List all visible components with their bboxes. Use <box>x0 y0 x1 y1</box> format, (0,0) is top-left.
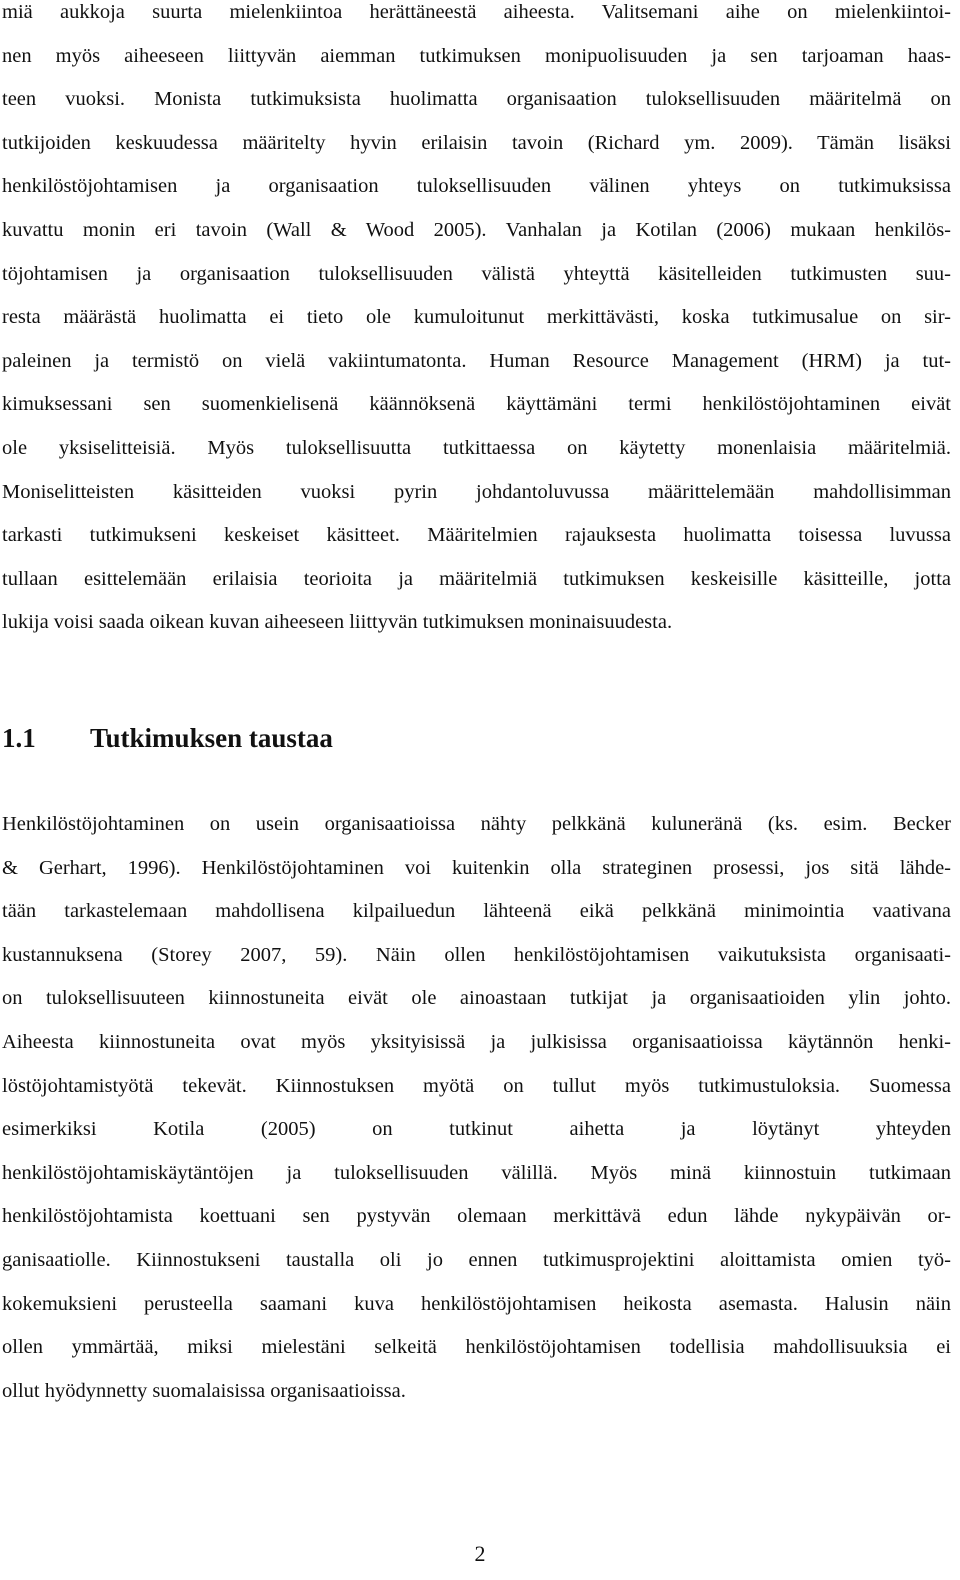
text-line: löstöjohtamistyötä tekevät. Kiinnostuksen myötä on tullut myös tutkimustuloksia. Suomessa <box>2 1074 951 1097</box>
text-line: tarkasti tutkimukseni keskeiset käsitteet. Määritelmien rajauksesta huolimatta toisessa luvussa <box>2 524 951 547</box>
section-heading <box>2 722 333 754</box>
text-line: henkilöstöjohtamista koettuani sen pystyvän olemaan merkittävä edun lähde nykypäivän or- <box>2 1205 951 1228</box>
text-line: töjohtamisen ja organisaation tuloksellisuuden välistä yhteyttä käsitelleiden tutkimusten suu- <box>2 262 951 285</box>
text-line: resta määrästä huolimatta ei tieto ole kumuloitunut merkittävästi, koska tutkimusalue on sir- <box>2 306 951 329</box>
text-line: kimuksessani sen suomenkielisenä käännöksenä käyttämäni termi henkilöstöjohtaminen eivät <box>2 393 951 416</box>
text-line: Henkilöstöjohtaminen on usein organisaatioissa nähty pelkkänä kuluneränä (ks. esim. Becker <box>2 813 951 835</box>
text-line: tään tarkastelemaan mahdollisena kilpailuedun lähteenä eikä pelkkänä minimointia vaativana <box>2 900 951 923</box>
text-line: esimerkiksi Kotila (2005) on tutkinut aihetta ja löytänyt yhteyden <box>2 1118 951 1141</box>
text-line: ollen ymmärtää, miksi mielestäni selkeitä henkilöstöjohtamisen todellisia mahdollisuuksia ei <box>2 1336 951 1359</box>
text-line: teen vuoksi. Monista tutkimuksista huolimatta organisaation tuloksellisuuden määritelmä on <box>2 88 951 111</box>
page-number: 2 <box>474 1541 486 1566</box>
text-line: lukija voisi saada oikean kuvan aiheeseen liittyvän tutkimuksen moninaisuudesta. <box>2 611 673 634</box>
text-line: ole yksiselitteisiä. Myös tuloksellisuutta tutkittaessa on käytetty monenlaisia määritelmiä. <box>2 437 951 459</box>
text-line: ganisaatiolle. Kiinnostukseni taustalla oli jo ennen tutkimusprojektini aloittamista omien työ- <box>2 1249 951 1271</box>
text-line: ollut hyödynnetty suomalaisissa organisaatioissa. <box>2 1379 406 1402</box>
text-line: tutkijoiden keskuudessa määritelty hyvin erilaisin tavoin (Richard ym. 2009). Tämän lisäksi <box>2 131 951 154</box>
text-line: henkilöstöjohtamiskäytäntöjen ja tuloksellisuuden välillä. Myös minä kiinnostuin tutkimaan <box>2 1161 951 1184</box>
text-line: kustannuksena (Storey 2007, 59). Näin ollen henkilöstöjohtamisen vaikutuksista organisaati- <box>2 943 951 966</box>
text-line: paleinen ja termistö on vielä vakiintumatonta. Human Resource Management (HRM) ja tut- <box>2 349 951 372</box>
text-line: nen myös aiheeseen liittyvän aiemman tutkimuksen monipuolisuuden ja sen tarjoaman haas- <box>2 44 951 67</box>
text-line: kuvattu monin eri tavoin (Wall & Wood 2005). Vanhalan ja Kotilan (2006) mukaan henkilös- <box>2 219 951 241</box>
section-title: Tutkimuksen taustaa <box>90 723 333 753</box>
text-line: henkilöstöjohtamisen ja organisaation tuloksellisuuden välinen yhteys on tutkimuksissa <box>2 175 951 198</box>
text-line: on tuloksellisuuteen kiinnostuneita eivät ole ainoastaan tutkijat ja organisaatioiden ylin johto. <box>2 987 951 1010</box>
text-line: tullaan esittelemään erilaisia teorioita ja määritelmiä tutkimuksen keskeisille käsitteille, jotta <box>2 567 951 590</box>
text-line: miä aukkoja suurta mielenkiintoa herättäneestä aiheesta. Valitsemani aihe on mielenkiintoi- <box>2 1 951 23</box>
section-number: 1.1 <box>2 723 36 753</box>
text-line: kokemuksieni perusteella saamani kuva henkilöstöjohtamisen heikosta asemasta. Halusin näin <box>2 1292 951 1315</box>
text-line: & Gerhart, 1996). Henkilöstöjohtaminen voi kuitenkin olla strateginen prosessi, jos sitä lähde- <box>2 856 951 879</box>
text-line: Aiheesta kiinnostuneita ovat myös yksityisissä ja julkisissa organisaatioissa käytännön henki- <box>2 1031 951 1053</box>
text-line: Moniselitteisten käsitteiden vuoksi pyrin johdantoluvussa määrittelemään mahdollisimman <box>2 480 951 503</box>
